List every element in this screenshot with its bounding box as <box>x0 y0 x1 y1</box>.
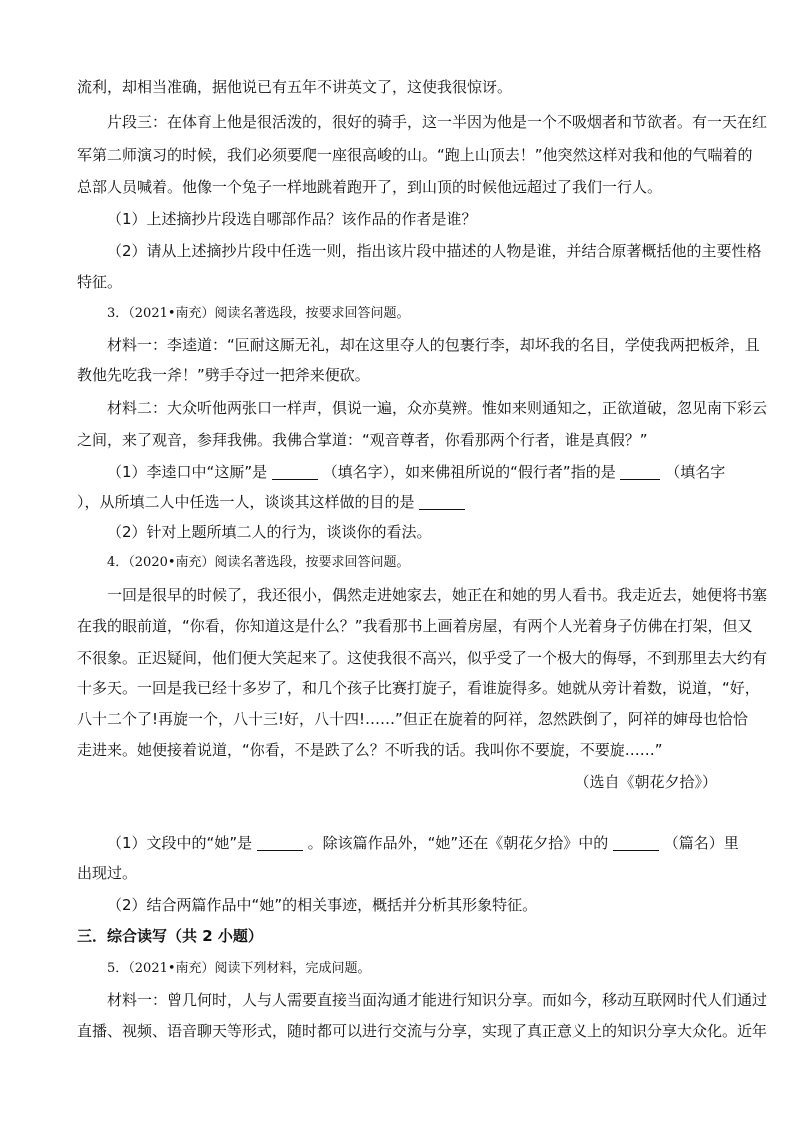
text-line: 教他先吃我一斧！”劈手夺过一把斧来便砍。 <box>77 366 370 384</box>
text-line: 材料一：曾几何时，人与人需要直接当面沟通才能进行知识分享。而如今，移动互联网时代人们通过 <box>107 991 768 1009</box>
answer-blank[interactable] <box>257 832 303 851</box>
question-text: （2）请从上述摘抄片段中任选一则，指出该片段中描述的人物是谁，并结合原著概括他的主要性格 <box>107 242 762 260</box>
text-line: 走进来。她便接着说道，“你看，不是跌了么？不听我的话。我叫你不要旋，不要旋……” <box>77 741 663 759</box>
text-line: 片段三：在体育上他是很活泼的，很好的骑手，这一半因为他是一个不吸烟者和节欲者。有一天在红 <box>107 113 768 131</box>
question-part: 。除该篇作品外，“她”还在《朝花夕拾》中的 <box>307 834 609 852</box>
question-part: （1）文段中的“她”是 <box>107 834 253 852</box>
text-line: 在我的眼前道，“你看，你知道这是什么？”我看那书上画着房屋，有两个人光着身子仿佛在打架，但又 <box>77 617 753 635</box>
text-line: 流利，却相当准确，据他说已有五年不讲英文了，这使我很惊讶。 <box>77 78 513 96</box>
question-text: （1）上述摘抄片段选自哪部作品？该作品的作者是谁？ <box>107 210 477 228</box>
text-line: 军第二师演习的时候，我们必须要爬一座很高峻的山。“跑上山顶去！”他突然这样对我和他的气喘着的 <box>77 146 753 164</box>
text-line: 不很象。正迟疑间，他们便大笑起来了。这使我很不高兴，似乎受了一个极大的侮辱，不到那里去大约有 <box>77 649 768 667</box>
answer-blank[interactable] <box>419 491 465 510</box>
text-line: 材料一：李逵道：“叵耐这厮无礼，却在这里夺人的包裹行李，却坏我的名目，学使我两把板斧，且 <box>107 336 760 354</box>
fill-blank-question <box>77 487 717 519</box>
question-text: 出现过。 <box>77 864 138 882</box>
question-part: （填名字），如来佛祖所说的“假行者”指的是 <box>322 463 616 481</box>
answer-blank[interactable] <box>272 461 318 480</box>
answer-blank[interactable] <box>613 832 659 851</box>
fill-blank-question <box>77 457 726 489</box>
question-text: （2）结合两篇作品中“她”的相关事迹，概括并分析其形象特征。 <box>107 896 538 914</box>
text-line: 之间，来了观音，参拜我佛。我佛合掌道：“观音尊者，你看那两个行者，谁是真假？” <box>77 431 648 449</box>
question-text: 特征。 <box>77 273 123 291</box>
question-heading: 3．（2021•南充）阅读名著选段，按要求回答问题。 <box>107 306 410 321</box>
question-part: （填名字 <box>665 463 726 481</box>
question-heading: 4．（2020•南充）阅读名著选段，按要求回答问题。 <box>107 555 410 570</box>
text-line: 直播、视频、语音聊天等形式，随时都可以进行交流与分享，实现了真正意义上的知识分享大众化。近年 <box>77 1022 768 1040</box>
answer-blank[interactable] <box>620 461 660 480</box>
fill-blank-question <box>77 828 739 860</box>
text-line: 十多天。一回是我已经十多岁了，和几个孩子比赛打旋子，看谁旋得多。她就从旁计着数，说道，“好， <box>77 679 760 697</box>
section-heading: 三．综合读写（共 2 小题） <box>77 927 263 945</box>
question-text: （2）针对上题所填二人的行为，谈谈你的看法。 <box>107 523 432 541</box>
text-line: 总部人员喊着。他像一个兔子一样地跳着跑开了，到山顶的时候他远超过了我们一行人。 <box>77 178 663 196</box>
source-citation: （选自《朝花夕拾》） <box>574 773 717 791</box>
text-line: 一回是很早的时候了，我还很小，偶然走进她家去，她正在和她的男人看书。我走近去，她便将书塞 <box>107 586 768 604</box>
question-heading: 5．（2021•南充）阅读下列材料，完成问题。 <box>107 961 371 976</box>
question-part: ），从所填二人中任选一人，谈谈其这样做的目的是 <box>77 493 415 511</box>
question-part: （1）李逵口中“这厮”是 <box>107 463 268 481</box>
text-line: 八十二个了!再旋一个，八十三!好，八十四!……”但正在旋着的阿祥，忽然跌倒了，阿祥的婶母也恰恰 <box>77 710 748 728</box>
question-part: （篇名）里 <box>663 834 739 852</box>
text-line: 材料二：大众听他两张口一样声，俱说一遍，众亦莫辨。惟如来则通知之，正欲道破，忽见南下彩云 <box>107 399 768 417</box>
